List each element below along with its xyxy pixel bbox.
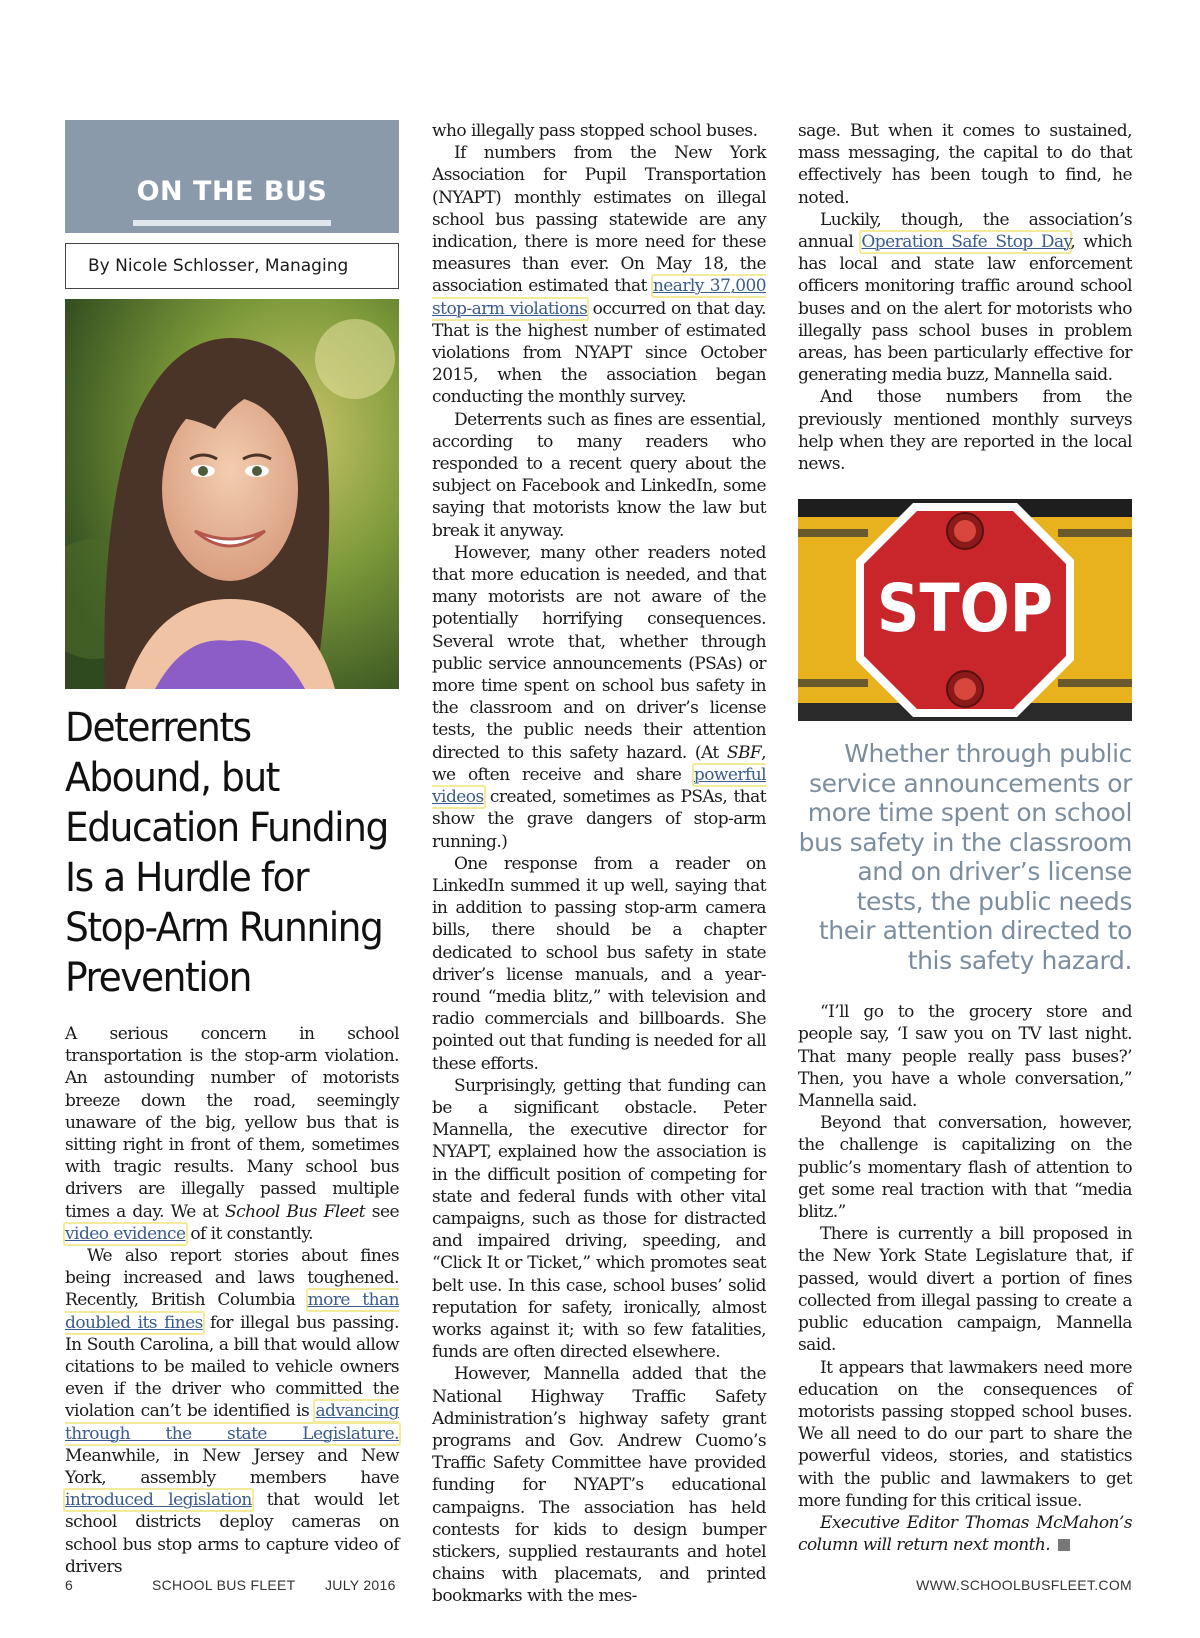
paragraph: However, many other readers noted that more education is needed, and that many motorists are not aware of the potentially horrifying consequences. Several wrote that, whether through public service announcements (PSAs) or more time spent on school bus safety in the classroom and on driver’s license tests, the public needs their attention directed to this safety hazard. (At SBF, we often receive and share powerful videos created, sometimes as PSAs, that show the grave dangers of stop-arm running.) (432, 542, 766, 852)
section-banner (65, 120, 399, 233)
paragraph: Luckily, though, the association’s annual Operation Safe Stop Day, which has local and state law enforcement officers monitoring traffic around school buses and on the alert for motorists who illegally pass school buses in problem areas, has been particularly effective for generating media buzz, Mannella said. (798, 209, 1132, 386)
publication-name: School Bus Fleet (225, 1201, 366, 1222)
pull-quote: Whether through public service announcements or more time spent on school bus safety in the classroom and on driver’s license tests, the public needs their attention directed to this safety hazard. (798, 739, 1132, 975)
issue-date: JULY 2016 (325, 1577, 396, 1593)
byline: By Nicole Schlosser, Managing (65, 243, 399, 289)
paragraph: Deterrents such as fines are essential, according to many readers who responded to a recent query about the subject on Facebook and LinkedIn, some saying that motorists know the law but break it anyway. (432, 409, 766, 541)
paragraph: “I’ll go to the grocery store and people say, ‘I saw you on TV last night. That many people really pass buses?’ Then, you have a whole conversation,” Mannella said. (798, 1002, 1132, 1112)
paragraph: Beyond that conversation, however, the challenge is capitalizing on the public’s momentary flash of attention to get some real traction with that “media blitz.” (798, 1113, 1132, 1223)
column-3-rest (798, 1001, 1132, 1556)
paragraph: And those numbers from the previously mentioned monthly surveys help when they are reported in the local news. (798, 387, 1132, 475)
paragraph: There is currently a bill proposed in the New York State Legislature that, if passed, would divert a portion of fines collected from illegal passing to create a public education campaign, Mannella said. (798, 1224, 1132, 1356)
paragraph: However, Mannella added that the National Highway Traffic Safety Administration’s highway safety grant programs and Gov. Andrew Cuomo’s Traffic Safety Committee have provided funding for NYAPT’s educational campaigns. The association has held contests for kids to design bumper stickers, supplied restaurants and hotel chains with placemats, and printed bookmarks with the mes- (432, 1364, 766, 1607)
editor-note: Executive Editor Thomas McMahon’s column will return next month. (798, 1512, 1132, 1556)
powerful-videos-link[interactable]: powerful videos (432, 764, 766, 808)
column-2 (432, 120, 766, 1608)
portrait-photo (65, 299, 399, 689)
paragraph: One response from a reader on LinkedIn summed it up well, saying that in addition to passing stop-arm camera bills, there should be a chapter dedicated to school bus safety in state driver’s license manuals, and a year-round “media blitz,” with television and radio commercials and billboards. She pointed out that funding is needed for all these efforts. (432, 853, 766, 1074)
column-1 (65, 120, 399, 1578)
paragraph: A serious concern in school transportation is the stop-arm violation. An astounding number of motorists breeze down the road, seemingly unaware of the big, yellow bus that is sitting right in front of them, sometimes with tragic results. Many school bus drivers are illegally passed multiple times a day. We at School Bus Fleet see video evidence of it constantly. (65, 1024, 399, 1244)
legislature-link[interactable]: advancing through the state Legislature. (65, 1401, 399, 1444)
website-link[interactable]: WWW.SCHOOLBUSFLEET.COM (916, 1577, 1132, 1593)
stop-sign-photo (798, 499, 1132, 721)
magazine-name: SCHOOL BUS FLEET (152, 1577, 296, 1593)
video-evidence-link[interactable]: video evidence (65, 1223, 186, 1244)
paragraph: sage. But when it comes to sustained, mass messaging, the capital to do that effectively has been tough to find, he noted. (798, 121, 1132, 208)
introduced-legislation-link[interactable]: introduced legislation (65, 1490, 252, 1511)
paragraph: We also report stories about fines being increased and laws toughened. Recently, British Columbia more than doubled its fines for illegal bus passing. In South Carolina, a bill that would allow citations to be mailed to vehicle owners even if the driver who committed the violation can’t be identified is advancing through the state Legislature. Meanwhile, in New Jersey and New York, assembly members have introduced legislation that would let school districts deploy cameras on school bus stop arms to capture video of drivers (65, 1246, 400, 1577)
publication-abbrev: SBF (726, 742, 762, 763)
paragraph: If numbers from the New York Association for Pupil Transportation (NYAPT) monthly estimates on illegal school bus passing statewide are any indication, there is more need for these measures than ever. On May 18, the association estimated that nearly 37,000 stop-arm violations occurred on that day. That is the highest number of estimated violations from NYAPT since October 2015, when the association began conducting the monthly survey. (432, 143, 766, 408)
section-label: ON THE BUS (136, 176, 328, 207)
paragraph: who illegally pass stopped school buses. (432, 121, 758, 141)
paragraph: Surprisingly, getting that funding can be a significant obstacle. Peter Mannella, the executive director for NYAPT, explained how the association is in the difficult position of competing for state and federal funds with other vital campaigns, such as those for distracted and impaired driving, speeding, and “Click It or Ticket,” which promotes seat belt use. In this case, school buses’ solid reputation for safety, ironically, almost works against it; with so few fatalities, funds are often directed elsewhere. (432, 1075, 766, 1363)
article-headline: Deterrents Abound, but Education Funding Is a Hurdle for Stop-Arm Running Prevention (65, 705, 388, 1001)
fines-doubled-link[interactable]: more than doubled its fines (65, 1290, 399, 1333)
column-1-body (65, 1023, 399, 1578)
banner-rule (133, 220, 331, 226)
end-mark-icon (1058, 1539, 1070, 1551)
paragraph: It appears that lawmakers need more education on the consequences of motorists passing stopped school buses. We all need to do our part to share the powerful videos, stories, and statistics with the public and lawmakers to get more funding for this critical issue. (798, 1357, 1132, 1511)
violations-estimate-link[interactable]: nearly 37,000 stop-arm violations (432, 276, 766, 319)
stop-sign-text: STOP (877, 570, 1053, 648)
operation-safe-stop-link[interactable]: Operation Safe Stop Day (861, 232, 1071, 253)
page-number: 6 (65, 1577, 73, 1593)
column-3 (798, 120, 1132, 1556)
